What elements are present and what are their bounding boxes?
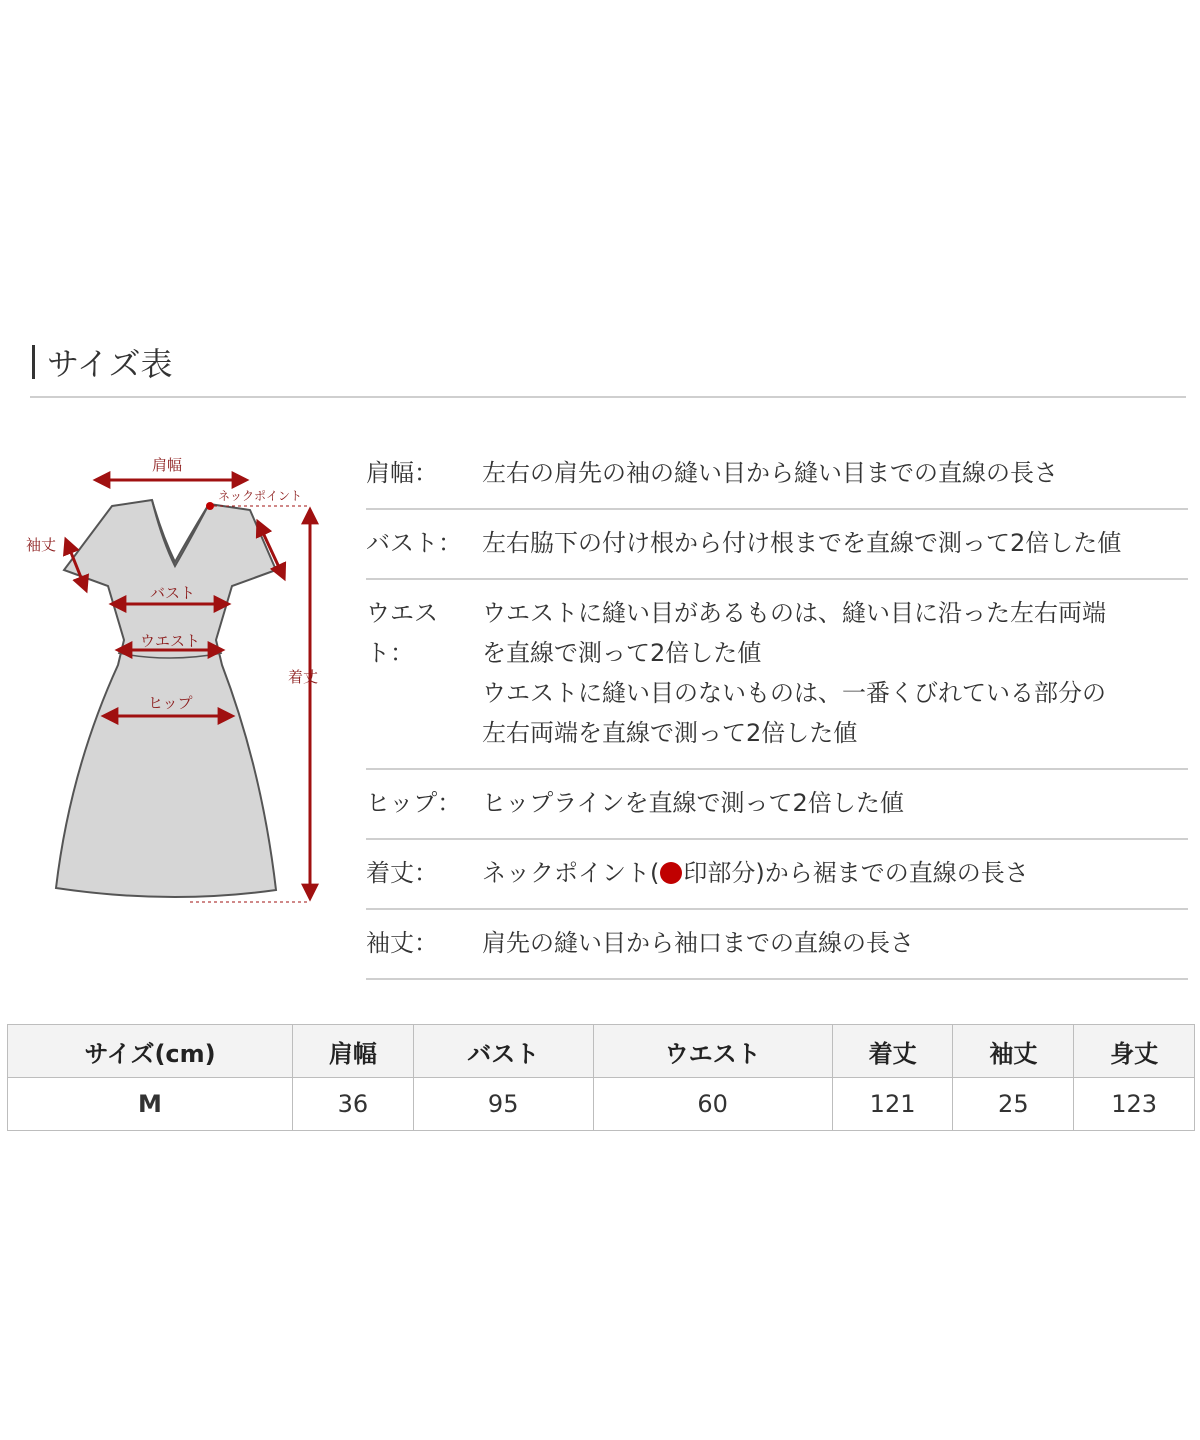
label-shoulder: 肩幅 bbox=[152, 456, 183, 474]
definition-text: 左右の肩先の袖の縫い目から縫い目までの直線の長さ bbox=[482, 459, 1058, 487]
definition-term: バスト： bbox=[366, 529, 462, 557]
size-table bbox=[7, 1024, 1195, 1131]
definition-term: ウエスト： bbox=[366, 599, 438, 667]
definition-term: 袖丈： bbox=[366, 929, 438, 957]
header-waist: ウエスト bbox=[593, 1025, 832, 1078]
neck-point-dot bbox=[206, 502, 214, 510]
definition-term: 着丈： bbox=[366, 859, 438, 887]
cell-bust: 95 bbox=[413, 1078, 593, 1131]
cell-body-length: 123 bbox=[1074, 1078, 1195, 1131]
table-row bbox=[8, 1078, 1195, 1131]
cell-shoulder: 36 bbox=[293, 1078, 414, 1131]
cell-size: M bbox=[8, 1078, 293, 1131]
neck-point-dot-icon bbox=[660, 862, 682, 884]
table-header-row bbox=[8, 1025, 1195, 1078]
cell-waist: 60 bbox=[593, 1078, 832, 1131]
label-bust: バスト bbox=[150, 584, 196, 602]
definition-sleeve bbox=[366, 910, 1188, 980]
label-sleeve: 袖丈 bbox=[26, 536, 57, 554]
definitions-list bbox=[366, 440, 1188, 980]
header-body-length: 身丈 bbox=[1074, 1025, 1195, 1078]
header-bust: バスト bbox=[413, 1025, 593, 1078]
definition-text: 左右脇下の付け根から付け根までを直線で測って2倍した値 bbox=[482, 529, 1122, 557]
definition-text: ヒップラインを直線で測って2倍した値 bbox=[482, 789, 904, 817]
label-length: 着丈 bbox=[288, 668, 319, 686]
definition-shoulder bbox=[366, 440, 1188, 510]
dress-diagram bbox=[0, 430, 340, 930]
header-sleeve: 袖丈 bbox=[953, 1025, 1074, 1078]
cell-length: 121 bbox=[832, 1078, 953, 1131]
title-bar bbox=[32, 345, 35, 379]
definition-text: 肩先の縫い目から袖口までの直線の長さ bbox=[482, 929, 914, 957]
definition-length bbox=[366, 840, 1188, 910]
header-shoulder: 肩幅 bbox=[293, 1025, 414, 1078]
definition-text: ウエストに縫い目があるものは、縫い目に沿った左右両端 を直線で測って2倍した値 ウエストに縫い目のないものは、一番くびれている部分の 左右両端を直線で測って2倍した値 bbox=[482, 599, 1106, 747]
cell-sleeve: 25 bbox=[953, 1078, 1074, 1131]
section-title-text: サイズ表 bbox=[47, 345, 173, 383]
definition-waist bbox=[366, 580, 1188, 770]
section-title bbox=[32, 340, 172, 384]
definition-text: ネックポイント( 印部分)から裾までの直線の長さ bbox=[482, 859, 1029, 887]
label-hip: ヒップ bbox=[148, 694, 193, 712]
definition-hip bbox=[366, 770, 1188, 840]
label-neck-point: ネックポイント bbox=[218, 489, 303, 503]
title-divider bbox=[30, 396, 1186, 398]
definition-term: ヒップ： bbox=[366, 789, 462, 817]
definition-bust bbox=[366, 510, 1188, 580]
header-length: 着丈 bbox=[832, 1025, 953, 1078]
header-size: サイズ(cm) bbox=[8, 1025, 293, 1078]
definition-term: 肩幅： bbox=[366, 459, 438, 487]
label-waist: ウエスト bbox=[140, 632, 201, 650]
